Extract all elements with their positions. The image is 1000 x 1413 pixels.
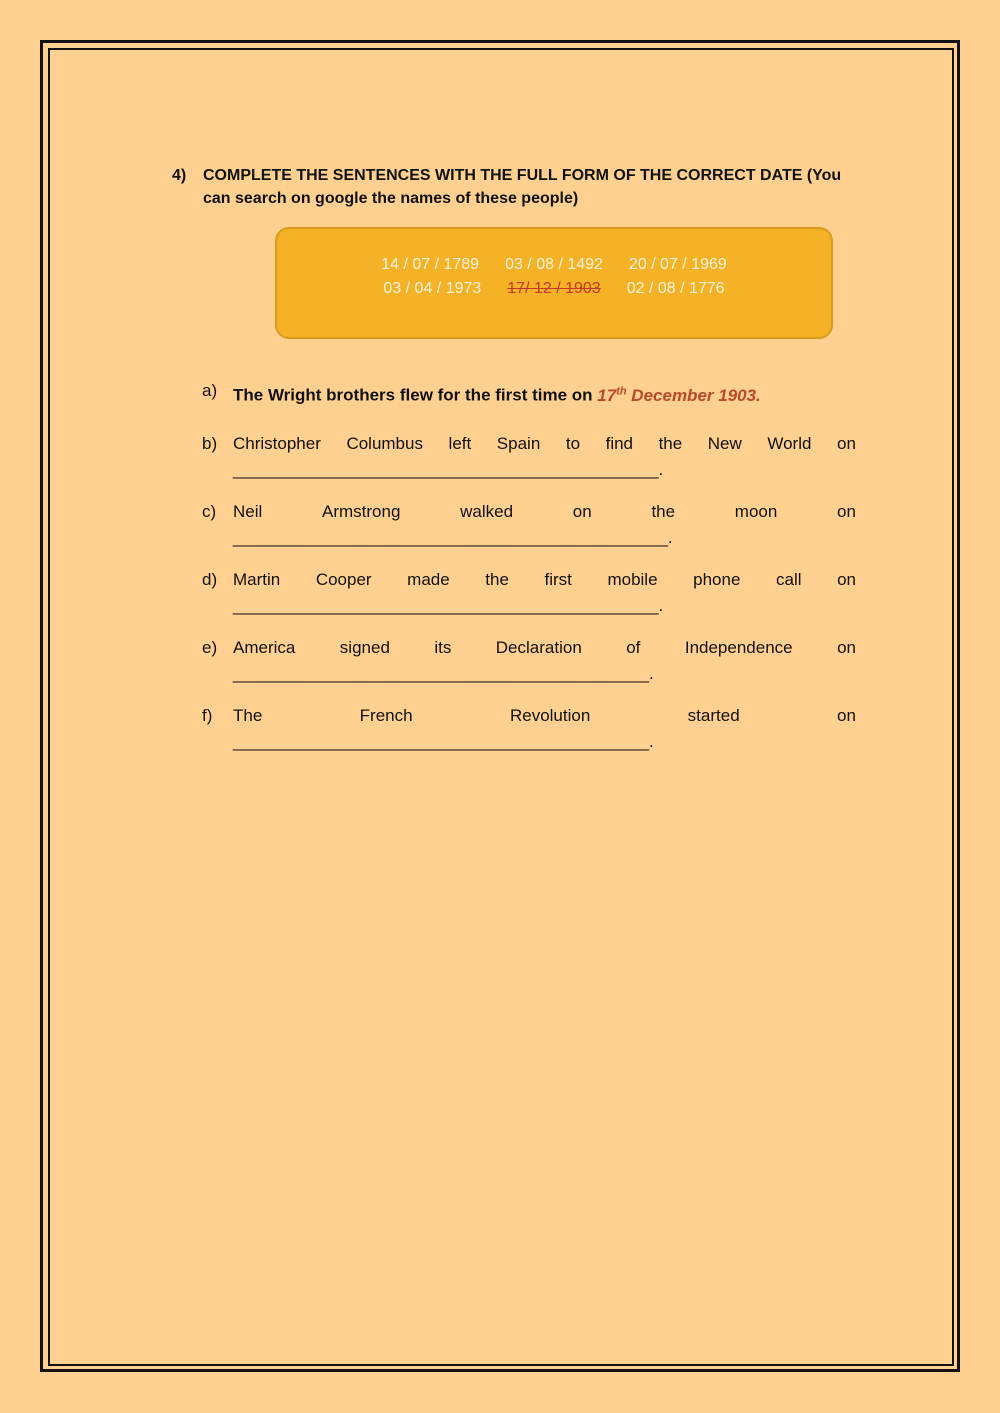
sentence-word: World: [767, 433, 812, 453]
sentence-word: Cooper: [315, 569, 372, 589]
answer-blank[interactable]: ______________________________________________.: [233, 527, 673, 547]
sentence-word: on: [837, 637, 856, 657]
example-answer: 17th December 1903.: [597, 385, 761, 405]
sentence-word: Christopher: [233, 433, 321, 453]
sentence-text: The Wright brothers flew for the first time on: [233, 385, 598, 405]
sentence-word: the: [485, 569, 509, 589]
date-option-used: 17/ 12 / 1903: [507, 280, 601, 297]
sentence-word: of: [626, 637, 641, 657]
sentence-word: find: [605, 433, 634, 453]
sentence-word: to: [565, 433, 581, 453]
sentence-word: on: [837, 705, 856, 725]
date-options-box: [275, 227, 833, 339]
date-option: 20 / 07 / 1969: [628, 256, 727, 273]
sentence-word: left: [448, 433, 472, 453]
sentence-text: [233, 499, 856, 525]
sentence-text: [233, 431, 856, 457]
sentence-word: New: [707, 433, 742, 453]
item-label: d): [202, 569, 218, 589]
sentence-word: its: [434, 637, 452, 657]
sentence-word: on: [837, 433, 856, 453]
item-label: e): [202, 637, 218, 657]
question-heading: [172, 164, 852, 210]
sentence-word: on: [572, 501, 592, 521]
sentence-word: Independence: [684, 637, 793, 657]
date-option: 02 / 08 / 1776: [626, 280, 725, 297]
answer-blank[interactable]: _____________________________________________.: [233, 459, 664, 479]
sentence-word: on: [837, 569, 856, 589]
sentence-word: made: [407, 569, 450, 589]
sentence-item-a: [202, 378, 856, 409]
date-row-2: [277, 280, 831, 298]
sentence-item-e: [202, 635, 856, 687]
question-instructions: COMPLETE THE SENTENCES WITH THE FULL FORM OF THE CORRECT DATE (You can search on google the names of these people): [203, 167, 842, 207]
item-label: f): [202, 705, 213, 725]
sentence-word: Spain: [496, 433, 541, 453]
sentence-text: [233, 635, 856, 661]
sentence-word: mobile: [607, 569, 658, 589]
sentence-word: Declaration: [495, 637, 582, 657]
sentence-word: on: [837, 501, 856, 521]
answer-blank[interactable]: ____________________________________________.: [233, 663, 654, 683]
sentence-word: Columbus: [346, 433, 423, 453]
item-label: c): [202, 501, 217, 521]
sentence-word: America: [233, 637, 296, 657]
sentence-word: The: [233, 705, 263, 725]
sentence-word: first: [544, 569, 572, 589]
sentence-word: Martin: [233, 569, 281, 589]
sentence-word: the: [651, 501, 676, 521]
sentence-word: Revolution: [509, 705, 591, 725]
date-option: 03 / 04 / 1973: [383, 280, 482, 297]
sentence-word: started: [687, 705, 740, 725]
answer-blank[interactable]: ____________________________________________.: [233, 731, 654, 751]
item-label: b): [202, 433, 218, 453]
sentence-word: moon: [734, 501, 778, 521]
sentence-word: walked: [460, 501, 514, 521]
question-number: 4): [172, 167, 187, 184]
sentence-word: Neil: [233, 501, 263, 521]
sentence-word: French: [359, 705, 413, 725]
sentence-item-b: [202, 431, 856, 483]
sentence-text: [233, 567, 856, 593]
sentence-text: [233, 703, 856, 729]
sentence-item-f: [202, 703, 856, 755]
sentence-item-d: [202, 567, 856, 619]
answer-blank[interactable]: _____________________________________________.: [233, 595, 664, 615]
sentence-word: the: [658, 433, 683, 453]
sentence-word: signed: [339, 637, 390, 657]
date-option: 03 / 08 / 1492: [505, 256, 603, 273]
date-row-1: [277, 256, 831, 274]
sentence-word: call: [775, 569, 802, 589]
sentence-word: phone: [693, 569, 741, 589]
sentence-item-c: [202, 499, 856, 551]
date-option: 14 / 07 / 1789: [381, 256, 480, 273]
item-label: a): [202, 381, 218, 400]
sentence-list: [202, 378, 856, 771]
sentence-word: Armstrong: [322, 501, 401, 521]
